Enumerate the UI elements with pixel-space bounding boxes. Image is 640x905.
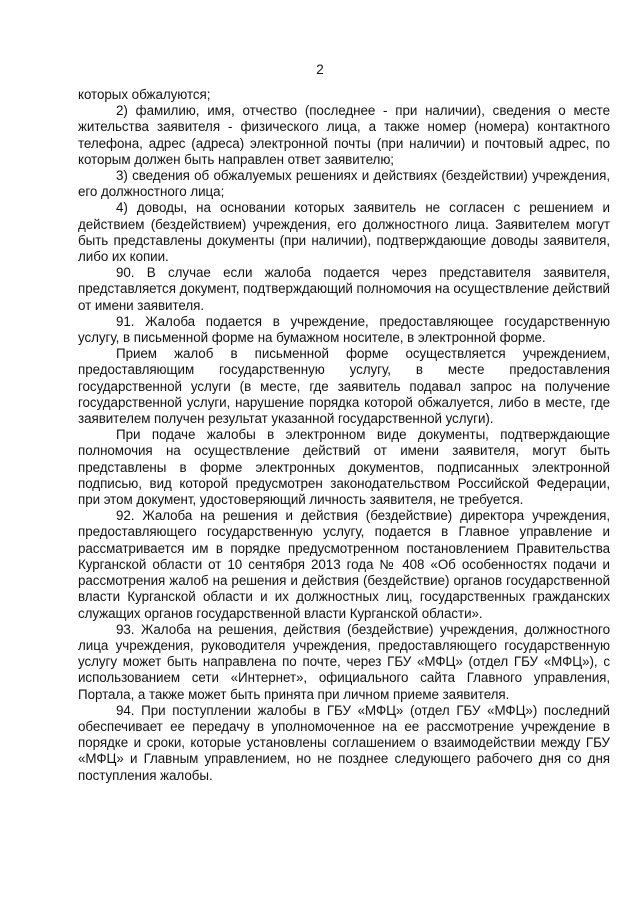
paragraph-item-2: 2) фамилию, имя, отчество (последнее - при наличии), сведения о месте жительства заявителя - физического лица, а также номер (номера) контактного телефона, адрес (адреса) электронной почты (при наличии) и почтовый адрес, по которым должен быть направлен ответ заявителю; [78,103,610,167]
paragraph-91: 91. Жалоба подается в учреждение, предоставляющее государственную услугу, в письменной форме на бумажном носителе, в электронной форме. [78,313,610,346]
paragraph-written-complaints: Прием жалоб в письменной форме осуществляется учреждением, предоставляющим государственную услугу, в месте предоставления государственной услуги (в месте, где заявитель подавал запрос на получение государственной услуги, нарушение порядка которой обжалуется, либо в месте, где заявителем получен результат указанной государственной услуги). [78,346,610,427]
paragraph-item-3: 3) сведения об обжалуемых решениях и действиях (бездействии) учреждения, его должностного лица; [78,168,610,200]
paragraph-90: 90. В случае если жалоба подается через представителя заявителя, представляется документ, подтверждающий полномочия на осуществление действий от имени заявителя. [78,265,610,313]
paragraph-93: 93. Жалоба на решения, действия (бездействие) учреждения, должностного лица учреждения, руководителя учреждения, предоставляющего государственную услугу может быть направлена по почте, через ГБУ «МФЦ» (отдел ГБУ «МФЦ»), с использованием сети «Интернет», официального сайта Главного управления, Портала, а также может быть принята при личном приеме заявителя. [78,621,610,702]
paragraph-94: 94. При поступлении жалобы в ГБУ «МФЦ» (отдел ГБУ «МФЦ») последний обеспечивает ее передачу в уполномоченное на ее рассмотрение учреждение в порядке и сроки, которые установлены соглашением о взаимодействии между ГБУ «МФЦ» и Главным управлением, но не позднее следующего рабочего дня со дня поступления жалобы. [78,702,610,783]
paragraph-92: 92. Жалоба на решения и действия (бездействие) директора учреждения, предоставляющего государственную услугу, подается в Главное управление и рассматривается им в порядке предусмотренном постановлением Правительства Курганской области от 10 сентября 2013 года № 408 «Об особенностях подачи и рассмотрения жалоб на решения и действия (бездействие) органов государственной власти Курганской области и их должностных лиц, государственных гражданских служащих органов государственной власти Курганской области». [78,508,610,621]
paragraph-item-4: 4) доводы, на основании которых заявитель не согласен с решением и действием (бездействием) учреждения, его должностного лица. Заявителем могут быть представлены документы (при наличии), подтверждающие доводы заявителя, либо их копии. [78,200,610,265]
document-body [78,87,610,784]
page-number: 2 [316,62,324,77]
paragraph-continuation: которых обжалуются; [78,87,211,102]
paragraph-electronic-complaints: При подаче жалобы в электронном виде документы, подтверждающие полномочия на осуществление действий от имени заявителя, могут быть представлены в форме электронных документов, подписанных электронной подписью, вид которой предусмотрен законодательством Российской Федерации, при этом документ, удостоверяющий личность заявителя, не требуется. [78,427,610,508]
